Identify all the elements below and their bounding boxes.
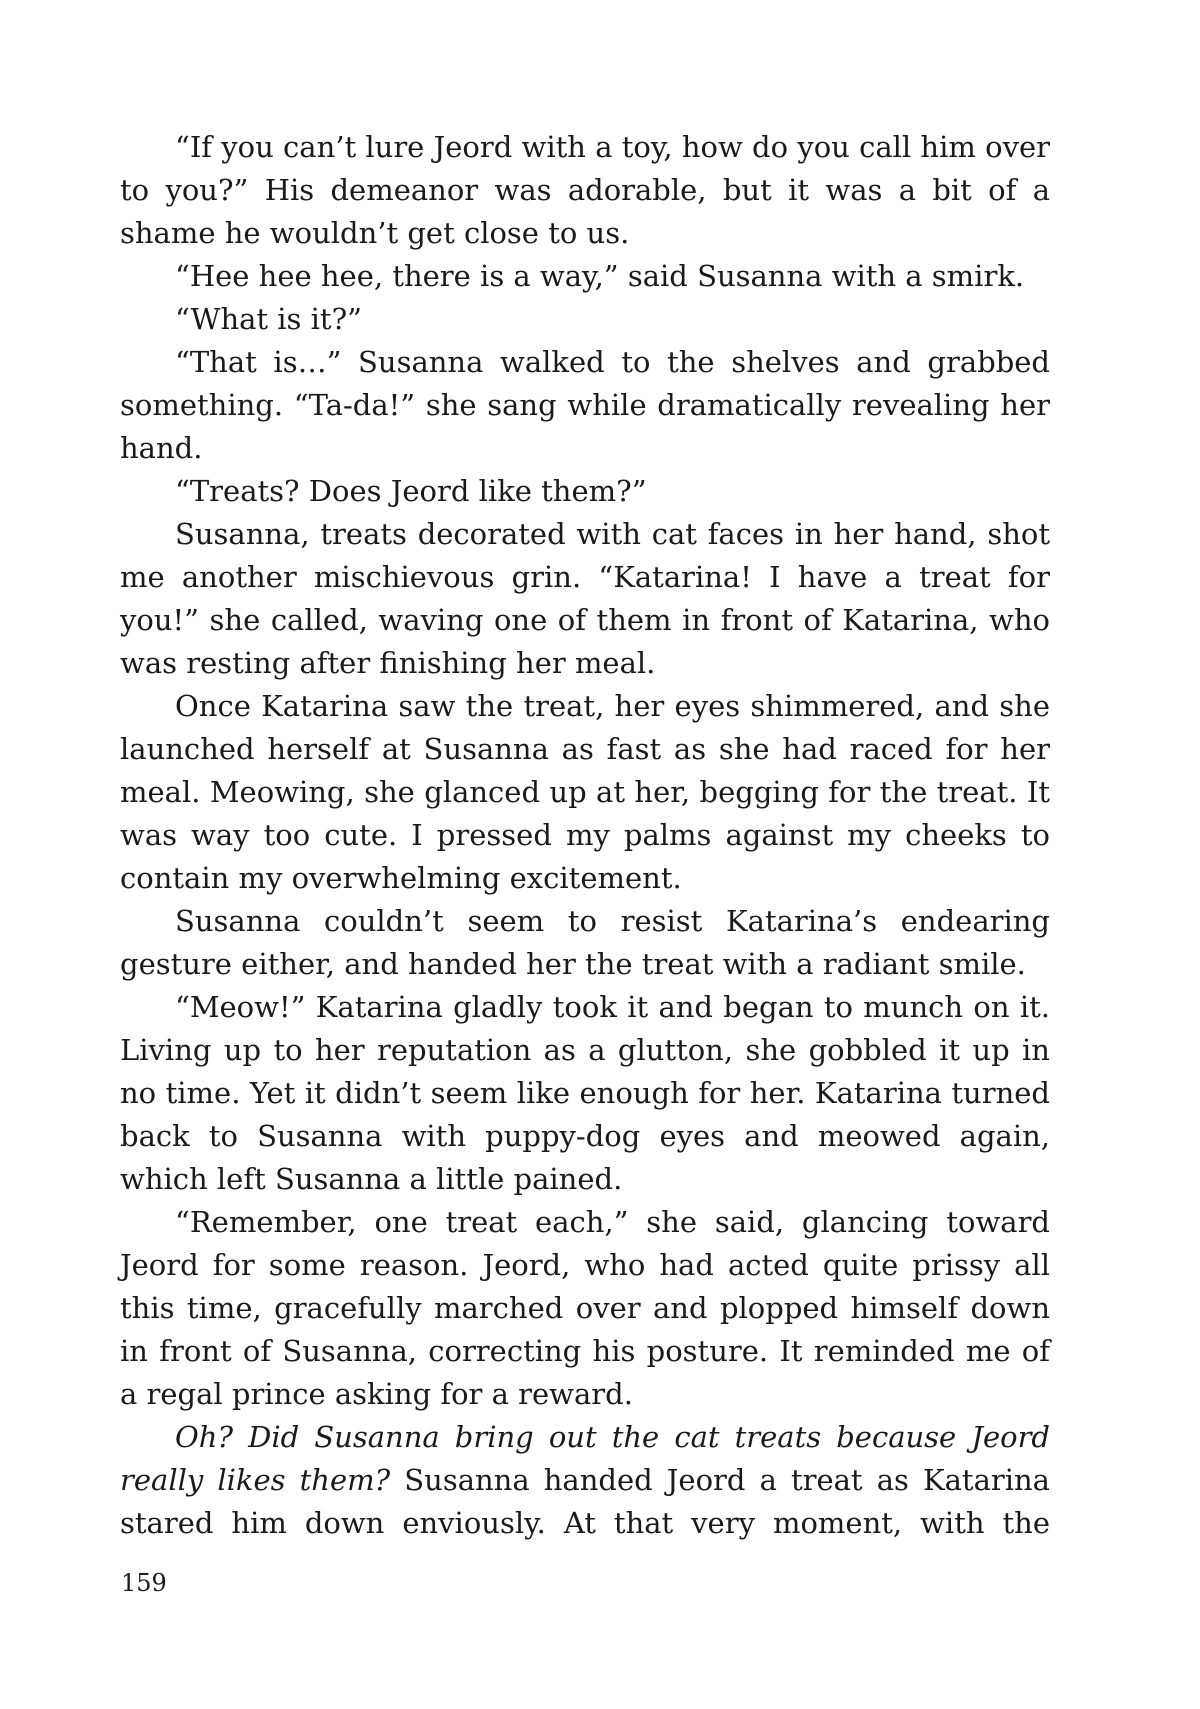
paragraph: “Hee hee hee, there is a way,” said Susanna with a smirk.	[175, 259, 1025, 293]
paragraph: “Treats? Does Jeord like them?”	[175, 474, 647, 508]
paragraph: Once Katarina saw the treat, her eyes shimmered, and she launched herself at Susanna as fast as she had raced for her meal. Meowing, she glanced up at her, begging for the treat. It was way too cute. I pressed my palms against my cheeks to contain my overwhelming excitement.	[120, 689, 1050, 895]
paragraph: “If you can’t lure Jeord with a toy, how do you call him over to you?” His demeanor was adorable, but it was a bit of a shame he wouldn’t get close to us.	[120, 130, 1050, 250]
paragraph: Oh? Did Susanna bring out the cat treats because Jeord really likes them? Susanna handed Jeord a treat as Katarina stared him down enviously. At that very moment, with the	[120, 1420, 1050, 1540]
paragraph: Susanna couldn’t seem to resist Katarina’s endearing gesture either, and handed her the treat with a radiant smile.	[120, 904, 1050, 981]
page-number: 159	[121, 1569, 167, 1597]
paragraph: “Meow!” Katarina gladly took it and began to munch on it. Living up to her reputation as a glutton, she gobbled it up in no time. Yet it didn’t seem like enough for her. Katarina turned back to Susanna with puppy-dog eyes and meowed again, which left Susanna a little pained.	[120, 990, 1050, 1196]
paragraph: Susanna, treats decorated with cat faces in her hand, shot me another mischievous grin. “Katarina! I have a treat for you!” she called, waving one of them in front of Katarina, who was resting after finishing her meal.	[120, 517, 1050, 680]
paragraph: “Remember, one treat each,” she said, glancing toward Jeord for some reason. Jeord, who had acted quite prissy all this time, gracefully marched over and plopped himself down in front of Susanna, correcting his posture. It reminded me of a regal prince asking for a reward.	[120, 1205, 1050, 1411]
body-text	[120, 126, 1050, 1545]
paragraph: “What is it?”	[175, 302, 362, 336]
paragraph: “That is…” Susanna walked to the shelves and grabbed something. “Ta-da!” she sang while dramatically revealing her hand.	[120, 345, 1050, 465]
inner-thought-italic: Oh? Did Susanna bring out the cat treats because Jeord really likes them?	[120, 1420, 1050, 1497]
